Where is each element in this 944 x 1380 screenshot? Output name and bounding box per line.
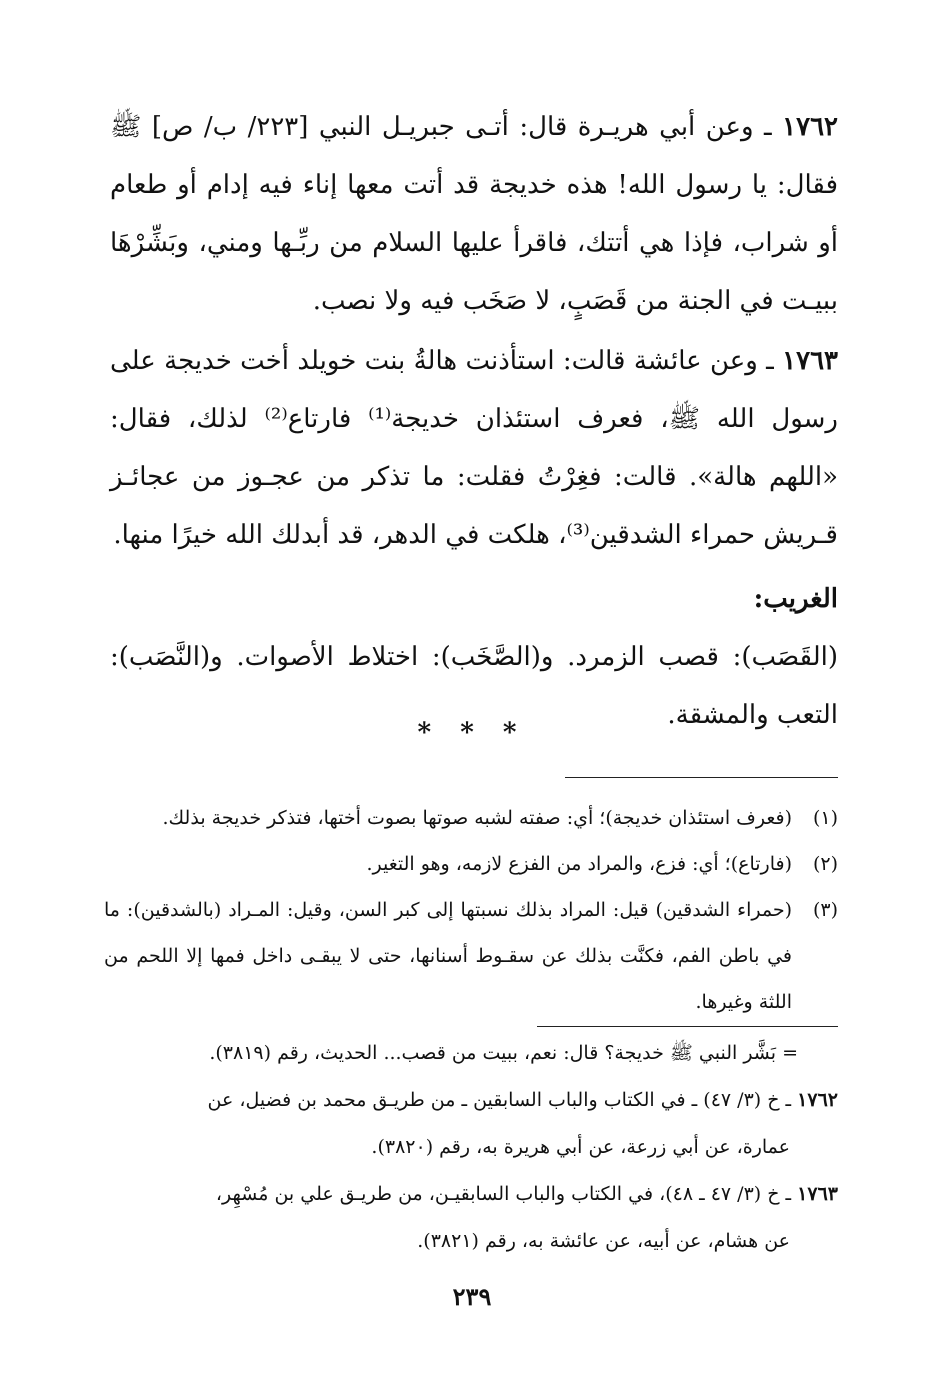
- hadith-number: ١٧٦٣: [782, 346, 838, 376]
- source-text: ـ خ (٣/ ٤٧) ـ في الكتاب والباب السابقين ـ من طريـق محمد بن فضيل، عن: [207, 1089, 792, 1111]
- source-1762: [104, 1077, 838, 1124]
- page-number: ٢٣٩: [452, 1282, 492, 1311]
- footnotes: [104, 795, 838, 1025]
- source-1763: [104, 1171, 838, 1218]
- source-text: ـ خ (٣/ ٤٧ ـ ٤٨)، في الكتاب والباب السابقيـن، من طريـق علي بن مُسْهِر،: [215, 1183, 792, 1205]
- hadith-1762: [110, 98, 838, 330]
- hadith-text: ـ وعن عائشة قالت: استأذنت هالةُ بنت خويلد أخت خديجة على رسول الله ﷺ، فعرف استئذان خديجة⁽¹⁾ فارتاع⁽²⁾ لذلك، فقال: «اللهم هالة». قالت: فغِرْتُ فقلت: ما تذكر من عجـوز من عجائـز قـريش حمراء الشدقين⁽³⁾، هلكت في الدهر، قد أبدلك الله خيرًا منها.: [110, 346, 838, 550]
- footnote-text: (فارتاع)؛ أي: فزع، والمراد من الفزع لازمه، وهو التغير.: [366, 853, 792, 875]
- footnote-text: (فعرف استئذان خديجة)؛ أي: صفته لشبه صوتها بصوت أختها، فتذكر خديجة بذلك.: [162, 807, 792, 829]
- footnote-number: (٣): [812, 899, 838, 921]
- gharib-text: (القَصَب): قصب الزمرد. و(الصَّخَب): اختلاط الأصوات. و(النَّصَب): التعب والمشقة.: [110, 642, 838, 730]
- source-references: [104, 1030, 838, 1265]
- hadith-number: ١٧٦٢: [782, 112, 839, 142]
- footnote-number: (٢): [812, 853, 838, 875]
- source-1762-continued: عمارة، عن أبي زرعة، عن أبي هريرة به، رقم (٣٨٢٠).: [371, 1136, 790, 1158]
- source-continuation: = بَشَّر النبي ﷺ خديجة؟ قال: نعم، ببيت من قصب... الحديث، رقم (٣٨١٩).: [209, 1042, 798, 1064]
- footnote-text: (حمراء الشدقين) قيل: المراد بذلك نسبتها إلى كبر السن، وقيل: المـراد (بالشدقين): ما في باطن الفم، فكنَّت بذلك عن سقـوط أسنانها، حتى لا يبقـى داخل فمها إلا اللحم من اللثة وغيرها.: [104, 899, 792, 1013]
- hadith-1763: [110, 332, 838, 564]
- footnote-divider: [565, 777, 838, 778]
- source-number: ١٧٦٣: [797, 1183, 838, 1205]
- main-text: [110, 98, 838, 744]
- footnote-number: (١): [812, 807, 838, 829]
- footnote-item: [104, 795, 838, 841]
- section-separator: * * *: [417, 718, 527, 748]
- hadith-text: ـ وعن أبي هريـرة قال: أتـى جبريـل النبي [٢٢٣/ ب/ ص] ﷺ فقال: يا رسول الله! هذه خديجة قد أتت معها إناء فيه إدام أو طعام أو شراب، فإذا هي أتتك، فاقرأ عليها السلام من ربِّـها ومني، وبَشِّرْهَا ببيـت في الجنة من قَصَبٍ، لا صَخَب فيه ولا نصب.: [110, 112, 838, 316]
- source-number: ١٧٦٢: [797, 1089, 838, 1111]
- sources-divider: [537, 1026, 838, 1027]
- gharib-heading: الغريب:: [753, 584, 838, 614]
- footnote-item: [104, 841, 838, 887]
- source-1763-continued: عن هشام، عن أبيه، عن عائشة به، رقم (٣٨٢١).: [417, 1230, 790, 1252]
- footnote-item: [104, 887, 838, 1025]
